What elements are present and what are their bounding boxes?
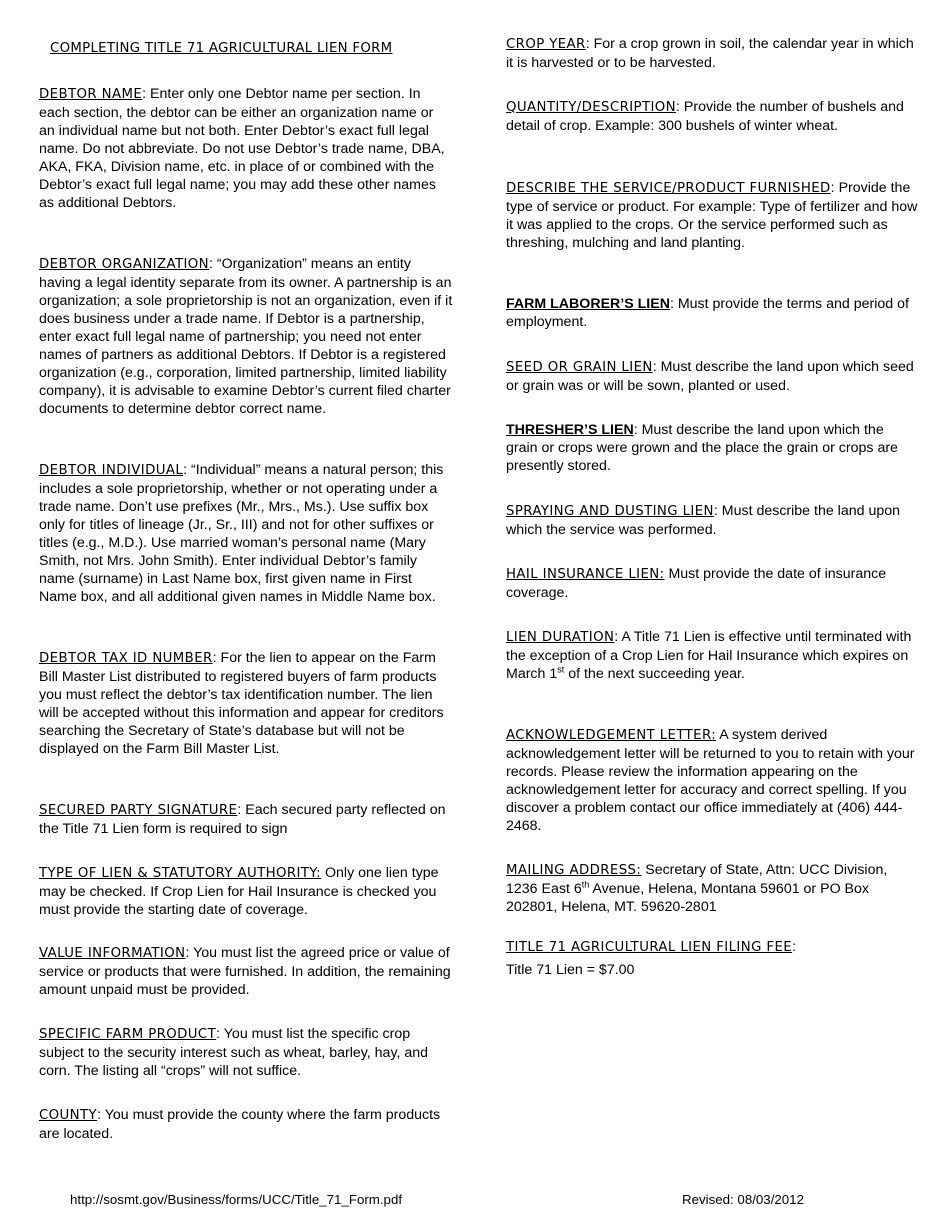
section-quantity-description: QUANTITY/DESCRIPTION: Provide the number of bushels and detail of crop. Example: 300 bushels of winter wheat.	[506, 99, 904, 134]
footer-revised-date: Revised: 08/03/2012	[682, 1192, 804, 1207]
section-mailing-address	[506, 861, 918, 916]
section-debtor-tax-id: DEBTOR TAX ID NUMBER: For the lien to appear on the Farm Bill Master List distributed to registered buyers of farm products you must reflect the debtor’s tax identification number. The lien will be accepted without this information and appear for creditors searching the Secretary of State’s database but will not be displayed on the Farm Bill Master List.	[39, 650, 444, 757]
section-debtor-individual: DEBTOR INDIVIDUAL: “Individual” means a natural person; this includes a sole proprietorship, whether or not operating under a trade name. Don’t use prefixes (Mr., Mrs., Ms.). Use suffix box only for titles of lineage (Jr., Sr., III) and not for other suffixes or titles (e.g., M.D.). Use married woman’s personal name (Mary Smith, not Mrs. John Smith). Enter individual Debtor’s family name (surname) in Last Name box, first given name in First Name box, and all additional given names in Middle Name box.	[39, 462, 444, 605]
section-heading: FARM LABORER’S LIEN	[506, 296, 670, 312]
section-lien-duration: LIEN DURATION: A Title 71 Lien is effective until terminated with the exception of a Crop Lien for Hail Insurance which expires on March 1st of the next succeeding year.	[506, 629, 912, 682]
section-heading: VALUE INFORMATION	[39, 946, 186, 961]
section-body: Must describe the land upon which seed or grain was or will be sown, planted or used.	[506, 359, 914, 394]
section-seed-or-grain-lien: SEED OR GRAIN LIEN: Must describe the land upon which seed or grain was or will be sown, planted or used.	[506, 359, 914, 394]
section-body: Must provide the terms and period of employment.	[506, 296, 909, 330]
section-heading: DESCRIBE THE SERVICE/PRODUCT FURNISHED	[506, 181, 831, 196]
section-spraying-dusting-lien: SPRAYING AND DUSTING LIEN: Must describe the land upon which the service was performed.	[506, 503, 901, 538]
section-debtor-organization: DEBTOR ORGANIZATION: “Organization” means an entity having a legal identity separate from its owner. A partnership is an organization; a sole proprietorship is not an organization, even if it does business under a trade name. If Debtor is a partnership, enter exact full legal name of partnership; you need not enter names of partners as additional Debtors. If Debtor is a registered organization (e.g., corporation, limited partnership, limited liability company), it is advisable to examine Debtor’s current filed charter documents to determine debtor correct name.	[39, 256, 453, 417]
page-title: COMPLETING TITLE 71 AGRICULTURAL LIEN FORM	[50, 41, 393, 56]
section-body: Must provide the date of insurance coverage.	[506, 566, 887, 601]
section-heading: COUNTY	[39, 1108, 98, 1123]
section-describe-service: DESCRIBE THE SERVICE/PRODUCT FURNISHED: Provide the type of service or product. For example: Type of fertilizer and how it was applied to the crops. Or the service performed such as threshing, mulching and land planting.	[506, 180, 918, 251]
section-heading: DEBTOR INDIVIDUAL	[39, 463, 184, 478]
section-heading: CROP YEAR	[506, 37, 586, 52]
section-body: You must list the agreed price or value of service or products that were furnished. In addition, the remaining amount unpaid must be provided.	[39, 945, 451, 998]
section-heading: QUANTITY/DESCRIPTION	[506, 100, 677, 115]
section-heading: SECURED PARTY SIGNATURE	[39, 803, 238, 818]
section-heading: TITLE 71 AGRICULTURAL LIEN FILING FEE	[506, 940, 793, 955]
section-specific-farm-product: SPECIFIC FARM PRODUCT: You must list the specific crop subject to the security interest such as wheat, barley, hay, and corn. The listing all “crops” will not suffice.	[39, 1026, 429, 1079]
section-acknowledgement-letter	[506, 726, 918, 835]
section-heading: THRESHER’S LIEN	[506, 422, 634, 438]
section-heading: DEBTOR TAX ID NUMBER	[39, 651, 213, 666]
section-secured-party-signature: SECURED PARTY SIGNATURE: Each secured party reflected on the Title 71 Lien form is required to sign	[39, 802, 446, 837]
section-county: COUNTY: You must provide the county where the farm products are located.	[39, 1107, 441, 1142]
section-heading: SPRAYING AND DUSTING LIEN	[506, 504, 714, 519]
section-heading: MAILING ADDRESS:	[506, 863, 642, 878]
section-body: Provide the number of bushels and detail of crop. Example: 300 bushels of winter wheat.	[506, 99, 904, 134]
section-heading: SEED OR GRAIN LIEN	[506, 360, 653, 375]
section-body: “Individual” means a natural person; this includes a sole proprietorship, whether or not operating under a trade name. Don’t use prefixes (Mr., Mrs., Ms.). Use suffix box only for titles of lineage (Jr., Sr., III) and not for other suffixes or titles (e.g., M.D.). Use married woman’s personal name (Mary Smith, not Mrs. John Smith). Enter individual Debtor’s family name (surname) in Last Name box, first given name in First Name box, and all additional given names in Middle Name box.	[39, 462, 444, 605]
section-body: For a crop grown in soil, the calendar year in which it is harvested or to be harvested.	[506, 36, 914, 71]
footer-url: http://sosmt.gov/Business/forms/UCC/Title_71_Form.pdf	[70, 1192, 403, 1207]
section-body: For the lien to appear on the Farm Bill Master List distributed to registered buyers of farm products you must reflect the debtor’s tax identification number. The lien will be accepted without this information and appear for creditors searching the Secretary of State’s database but will not be displayed on the Farm Bill Master List.	[39, 650, 444, 757]
section-heading: SPECIFIC FARM PRODUCT	[39, 1027, 217, 1042]
section-crop-year: CROP YEAR: For a crop grown in soil, the calendar year in which it is harvested or to be harvested.	[506, 36, 914, 71]
section-heading: LIEN DURATION	[506, 630, 615, 645]
section-body: Only one lien type may be checked. If Crop Lien for Hail Insurance is checked you must provide the starting date of coverage.	[39, 865, 439, 918]
section-body: A Title 71 Lien is effective until terminated with the exception of a Crop Lien for Hail Insurance which expires on March 1st of the next succeeding year.	[506, 629, 912, 682]
section-body: Enter only one Debtor name per section. In each section, the debtor can be either an organization name or an individual name but not both. Enter Debtor’s exact full legal name. Do not abbreviate. Do not use Debtor’s trade name, DBA, AKA, FKA, Division name, etc. in place of or combined with the Debtor’s exact full legal name; you may add these other names as additional Debtors.	[39, 86, 445, 211]
section-body: Each secured party reflected on the Title 71 Lien form is required to sign	[39, 802, 446, 837]
section-body: You must provide the county where the farm products are located.	[39, 1107, 441, 1142]
section-heading: DEBTOR NAME	[39, 87, 143, 102]
section-type-of-lien	[39, 864, 453, 919]
section-body: “Organization” means an entity having a legal identity separate from its owner. A partnership is an organization; a sole proprietorship is not an organization, even if it does business under a trade name. If Debtor is a partnership, enter exact full legal name of partnership; you need not enter names of partners as additional Debtors. If Debtor is a registered organization (e.g., corporation, limited partnership, limited liability company), it is advisable to examine Debtor’s current filed charter documents to determine debtor correct name.	[39, 256, 453, 417]
section-body: Secretary of State, Attn: UCC Division, 1236 East 6th Avenue, Helena, Montana 59601 or PO Box 202801, Helena, MT. 59620-2801	[506, 862, 888, 915]
section-heading: ACKNOWLEDGEMENT LETTER:	[506, 728, 717, 743]
section-body: Title 71 Lien = $7.00	[506, 962, 635, 978]
section-value-information: VALUE INFORMATION: You must list the agreed price or value of service or products that were furnished. In addition, the remaining amount unpaid must be provided.	[39, 945, 451, 998]
section-heading: TYPE OF LIEN & STATUTORY AUTHORITY:	[39, 866, 322, 881]
section-body: Must describe the land upon which the service was performed.	[506, 503, 901, 538]
section-threshers-lien: THRESHER’S LIEN: Must describe the land upon which the grain or crops were grown and the place the grain or crops are presently stored.	[506, 422, 898, 474]
section-hail-insurance-lien	[506, 565, 918, 602]
section-heading: HAIL INSURANCE LIEN:	[506, 567, 665, 582]
section-body: A system derived acknowledgement letter will be returned to you to retain with your records. Please review the information appearing on the acknowledgement letter for accuracy and correct spelling. If you discover a problem contact our office immediately at (406) 444-2468.	[506, 727, 915, 834]
section-body: Provide the type of service or product. For example: Type of fertilizer and how it was applied to the crops. Or the service performed such as threshing, mulching and land planting.	[506, 180, 918, 251]
section-body: You must list the specific crop subject to the security interest such as wheat, barley, hay, and corn. The listing all “crops” will not suffice.	[39, 1026, 429, 1079]
section-heading: DEBTOR ORGANIZATION	[39, 257, 210, 272]
section-farm-laborers-lien: FARM LABORER’S LIEN: Must provide the terms and period of employment.	[506, 296, 909, 330]
section-filing-fee: TITLE 71 AGRICULTURAL LIEN FILING FEE: Title 71 Lien = $7.00	[506, 939, 797, 978]
section-debtor-name: DEBTOR NAME: Enter only one Debtor name per section. In each section, the debtor can be either an organization name or an individual name but not both. Enter Debtor’s exact full legal name. Do not abbreviate. Do not use Debtor’s trade name, DBA, AKA, FKA, Division name, etc. in place of or combined with the Debtor’s exact full legal name; you may add these other names as additional Debtors.	[39, 86, 445, 211]
section-body: Must describe the land upon which the grain or crops were grown and the place the grain or crops are presently stored.	[506, 422, 898, 474]
